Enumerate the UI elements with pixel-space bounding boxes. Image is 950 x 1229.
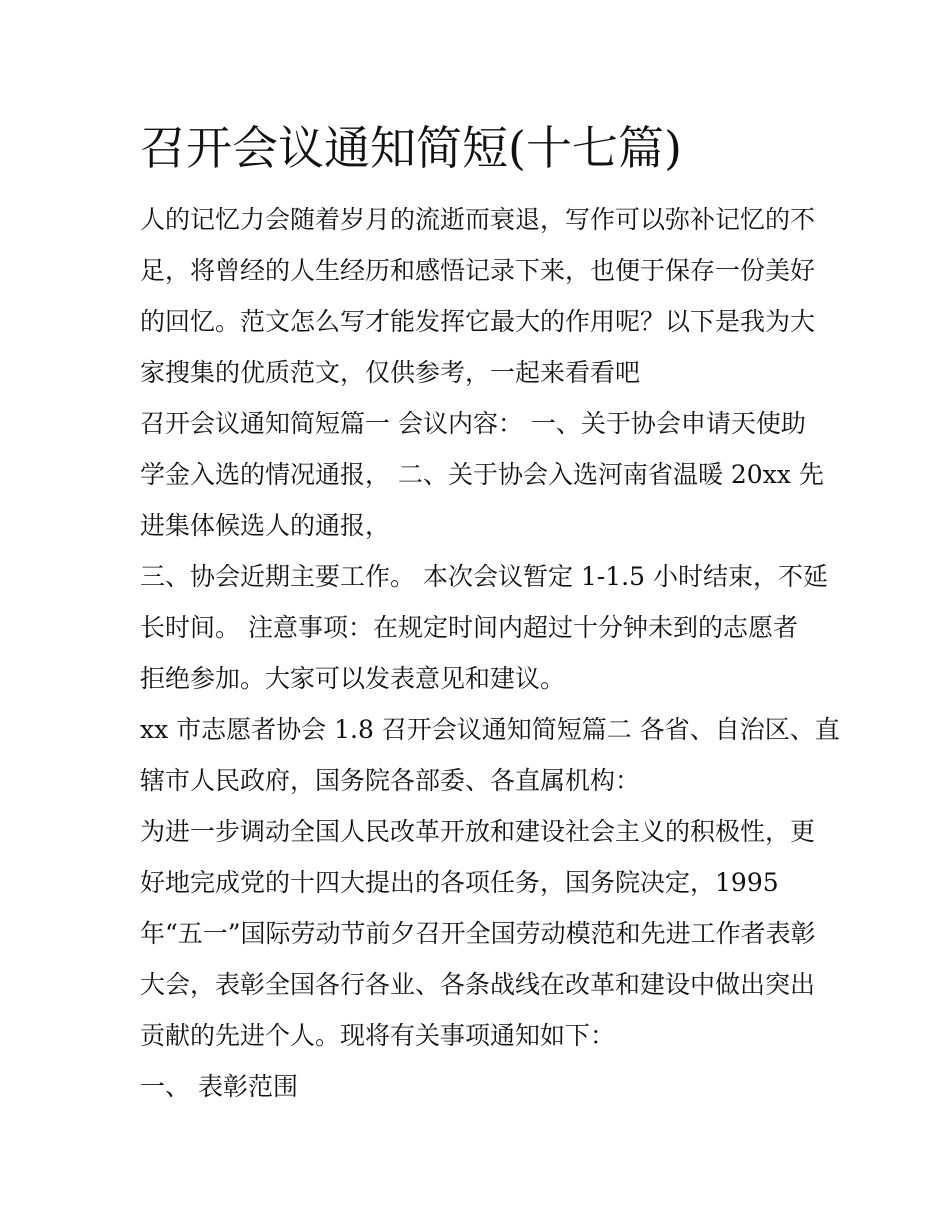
paragraph-line: 的回忆。范文怎么写才能发挥它最大的作用呢？以下是我为大	[140, 307, 816, 336]
paragraph-line: 人的记忆力会随着岁月的流逝而衰退，写作可以弥补记忆的不	[140, 205, 816, 234]
paragraph-line: 学金入选的情况通报， 二、关于协会入选河南省温暖 20xx 先	[140, 460, 824, 489]
document-title: 召开会议通知简短(十七篇)	[140, 121, 682, 175]
paragraph-line: 辖市人民政府，国务院各部委、各直属机构：	[140, 766, 641, 795]
paragraph-line: 为进一步调动全国人民改革开放和建设社会主义的积极性，更	[140, 817, 816, 846]
paragraph-line: 拒绝参加。大家可以发表意见和建议。	[140, 664, 566, 693]
paragraph-line: 足，将曾经的人生经历和感悟记录下来，也便于保存一份美好	[140, 256, 816, 285]
paragraph-line: 年“五一”国际劳动节前夕召开全国劳动模范和先进工作者表彰	[140, 919, 816, 948]
paragraph-line: 好地完成党的十四大提出的各项任务，国务院决定，1995	[140, 868, 779, 897]
paragraph-line: 三、协会近期主要工作。 本次会议暂定 1-1.5 小时结束，不延	[140, 562, 828, 591]
section-heading: 一、 表彰范围	[140, 1072, 298, 1101]
paragraph-line: 召开会议通知简短篇一 会议内容： 一、关于协会申请天使助	[140, 409, 806, 438]
paragraph-line: xx 市志愿者协会 1.8 召开会议通知简短篇二 各省、自治区、直	[140, 715, 840, 744]
paragraph-line: 进集体候选人的通报，	[140, 511, 391, 540]
paragraph-line: 贡献的先进个人。现将有关事项通知如下：	[140, 1021, 616, 1050]
paragraph-line: 长时间。 注意事项：在规定时间内超过十分钟未到的志愿者	[140, 613, 798, 642]
paragraph-line: 家搜集的优质范文，仅供参考，一起来看看吧	[140, 358, 641, 387]
paragraph-line: 大会，表彰全国各行各业、各条战线在改革和建设中做出突出	[140, 970, 816, 999]
